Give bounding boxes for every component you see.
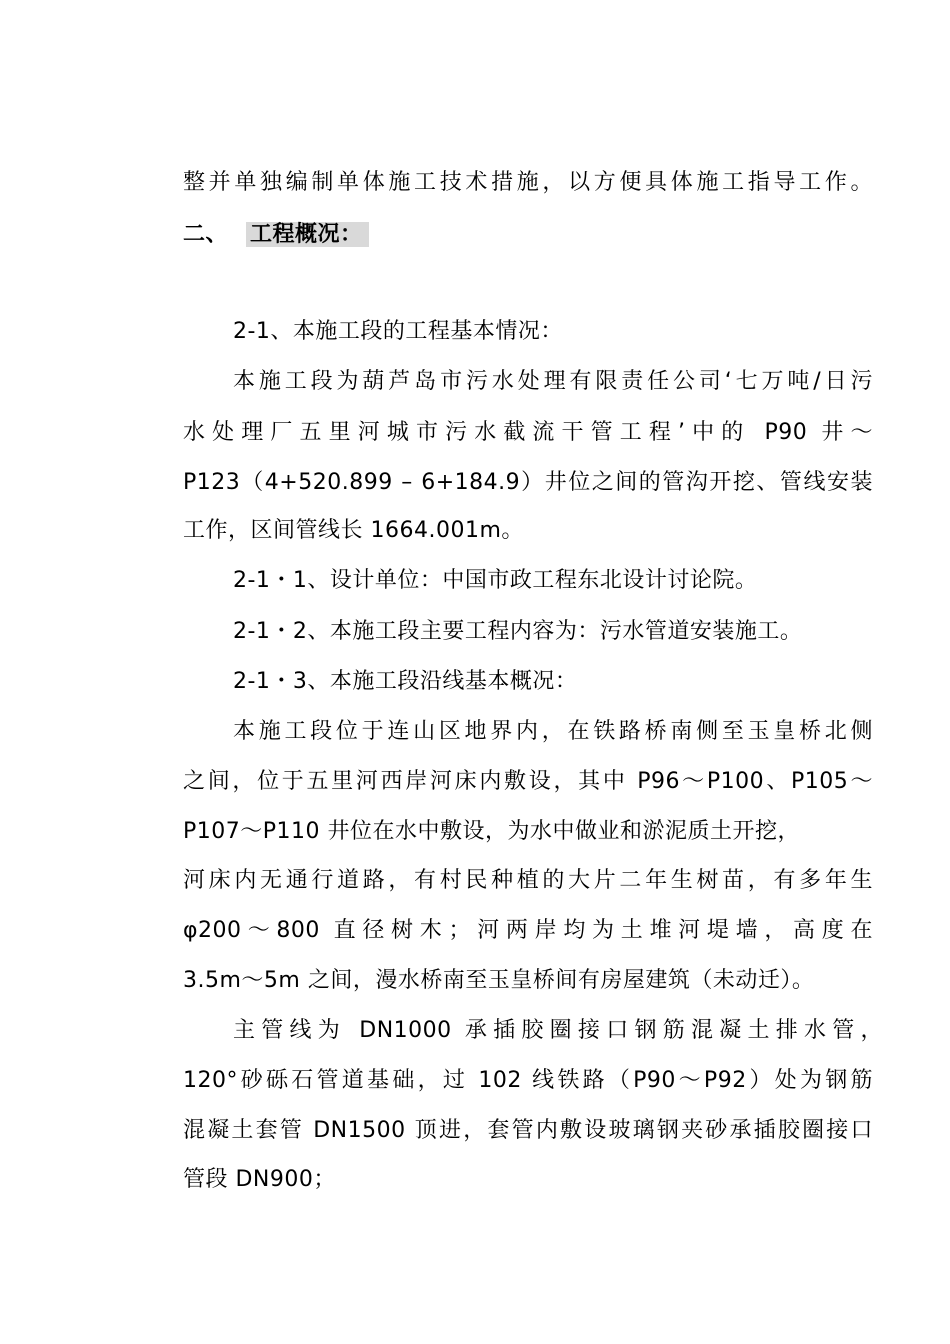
paragraph-line: 混凝土套管 DN1500 顶进，套管内敷设玻璃钢夹砂承插胶圈接口 <box>183 1118 873 1143</box>
paragraph-line: 主管线为 DN1000 承插胶圈接口钢筋混凝土排水管， <box>233 1018 883 1043</box>
section-title: 工程概况： <box>246 222 369 247</box>
list-item: 2-1・2、本施工段主要工程内容为：污水管道安装施工。 <box>233 619 803 644</box>
paragraph-line: 之间，位于五里河西岸河床内敷设，其中 P96～P100、P105～ <box>183 769 873 794</box>
list-item: 2-1・3、本施工段沿线基本概况： <box>233 669 578 694</box>
paragraph-line: P107～P110 井位在水中敷设，为水中做业和淤泥质土开挖， <box>183 819 801 844</box>
paragraph-line: 本施工段为葫芦岛市污水处理有限责任公司‘七万吨/日污 <box>233 369 873 394</box>
paragraph-line: 工作，区间管线长 1664.001m。 <box>183 518 524 543</box>
paragraph-line: 水处理厂五里河城市污水截流干管工程’中的 P90 井～ <box>183 420 873 445</box>
paragraph-line: 本施工段位于连山区地界内，在铁路桥南侧至玉皇桥北侧 <box>233 719 873 744</box>
paragraph-line: 管段 DN900； <box>183 1167 336 1192</box>
paragraph-line: 3.5m～5m 之间，漫水桥南至玉皇桥间有房屋建筑（未动迁）。 <box>183 968 815 993</box>
list-item: 2-1・1、设计单位：中国市政工程东北设计讨论院。 <box>233 568 758 593</box>
section-number: 二、 <box>183 222 229 247</box>
paragraph-line: 整并单独编制单体施工技术措施，以方便具体施工指导工作。 <box>183 170 873 195</box>
subsection-heading: 2-1、本施工段的工程基本情况： <box>233 319 563 344</box>
paragraph-line: P123（4+520.899 – 6+184.9）井位之间的管沟开挖、管线安装 <box>183 470 873 495</box>
paragraph-line: 120°砂砾石管道基础，过 102 线铁路（P90～P92）处为钢筋 <box>183 1068 873 1093</box>
section-heading <box>183 220 369 250</box>
paragraph-line: 河床内无通行道路，有村民种植的大片二年生树苗，有多年生 <box>183 868 873 893</box>
paragraph-line: φ200～800 直径树木；河两岸均为土堆河堤墙，高度在 <box>183 918 873 943</box>
